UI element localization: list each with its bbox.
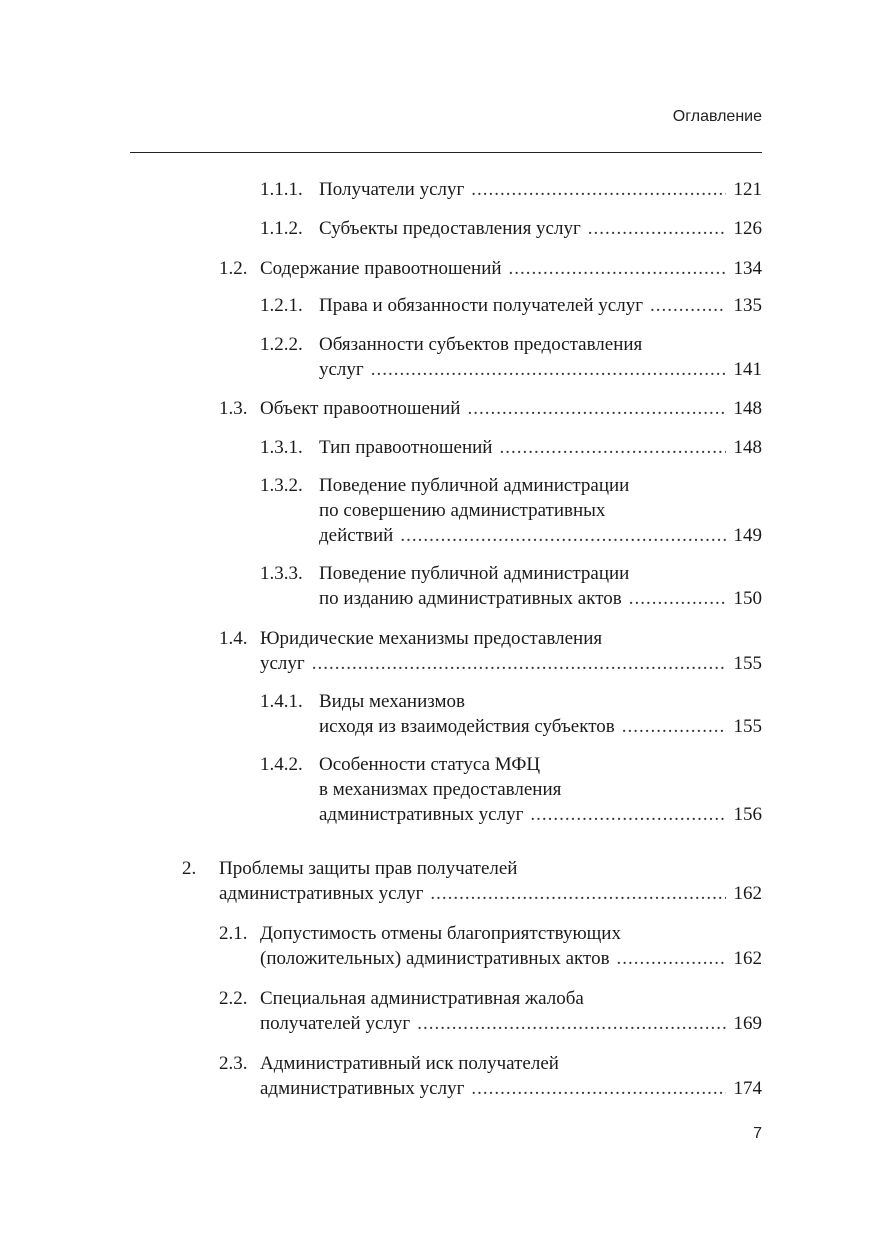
toc-entry-page: 134 — [733, 258, 762, 279]
dot-leader — [312, 651, 726, 676]
toc-entry-title: Специальная административная жалоба — [260, 988, 584, 1009]
toc-entry-title-continued: по изданию административных актов — [319, 588, 622, 609]
toc-entry-page: 169 — [733, 1013, 762, 1034]
toc-entry-title: Допустимость отмены благоприятствующих — [260, 923, 621, 944]
toc-entry-title-continued: исходя из взаимодействия субъектов — [319, 716, 615, 737]
dot-leader — [629, 586, 726, 611]
toc-entry-title: Проблемы защиты прав получателей — [219, 858, 518, 879]
toc-entry-page: 162 — [733, 883, 762, 904]
toc-entry-number: 1.3.3. — [260, 563, 303, 584]
toc-entry-page: 148 — [733, 437, 762, 458]
toc-entry-title-continued: получателей услуг — [260, 1013, 411, 1034]
toc-entry-title-continued: административных услуг — [319, 804, 524, 825]
toc-entry-page: 150 — [733, 588, 762, 609]
toc-entry-page: 174 — [733, 1078, 762, 1099]
dot-leader — [499, 435, 725, 460]
toc-entry-title: Поведение публичной администрации — [319, 563, 630, 584]
toc-entry-number: 1.4.1. — [260, 691, 303, 712]
toc-entry-number: 1.1.1. — [260, 179, 303, 200]
toc-entry-number: 1.4. — [219, 628, 248, 649]
toc-entry-number: 1.3. — [219, 398, 248, 419]
dot-leader — [588, 216, 726, 241]
toc-entry-page: 121 — [733, 179, 762, 200]
toc-entry-title: Объект правоотношений — [260, 398, 461, 419]
toc-entry-number: 1.3.2. — [260, 475, 303, 496]
toc-entry-title-continued: услуг — [319, 359, 364, 380]
toc-entry-page: 155 — [733, 653, 762, 674]
toc-entry-title-continued: административных услуг — [219, 883, 424, 904]
toc-entry-number: 2.3. — [219, 1053, 248, 1074]
toc-entry-title: Юридические механизмы предоставления — [260, 628, 603, 649]
toc-entry-number: 2.2. — [219, 988, 248, 1009]
toc-entry-number: 1.1.2. — [260, 218, 303, 239]
running-head-title: Оглавление — [672, 108, 762, 125]
toc-entry-page: 156 — [733, 804, 762, 825]
toc-entry-page: 155 — [733, 716, 762, 737]
toc-entry-title: Административный иск получателей — [260, 1053, 559, 1074]
toc-entry-title: Субъекты предоставления услуг — [319, 218, 581, 239]
toc-entry-title: Особенности статуса МФЦ — [319, 754, 541, 775]
toc-entry-number: 2.1. — [219, 923, 248, 944]
toc-entry-title: Содержание правоотношений — [260, 258, 502, 279]
dot-leader — [617, 946, 726, 971]
page-number: 7 — [753, 1125, 762, 1142]
toc-entry-title: Поведение публичной администрации — [319, 475, 630, 496]
toc-entry-page: 126 — [733, 218, 762, 239]
toc-entry-number: 1.4.2. — [260, 754, 303, 775]
dot-leader — [650, 293, 726, 318]
toc-entry-title-continued: (положительных) административных актов — [260, 948, 610, 969]
dot-leader — [530, 802, 725, 827]
toc-entry-title-continued: услуг — [260, 653, 305, 674]
toc-entry-title: Обязанности субъектов предоставления — [319, 334, 643, 355]
toc-entry-page: 135 — [733, 295, 762, 316]
toc-entry-title-continued: административных услуг — [260, 1078, 465, 1099]
dot-leader — [471, 1076, 725, 1101]
toc-entry-page: 148 — [733, 398, 762, 419]
toc-entry-page: 162 — [733, 948, 762, 969]
toc-entry-title: Права и обязанности получателей услуг — [319, 295, 643, 316]
toc-entry-number: 2. — [182, 858, 197, 879]
toc-entry-title: Виды механизмов — [319, 691, 465, 712]
dot-leader — [400, 523, 725, 548]
toc-entry-title-continued: по совершению административных — [319, 500, 606, 521]
toc-entry-page: 141 — [733, 359, 762, 380]
toc-entry-number: 1.2. — [219, 258, 248, 279]
dot-leader — [622, 714, 726, 739]
dot-leader — [471, 177, 725, 202]
toc-entry-number: 1.2.2. — [260, 334, 303, 355]
toc-entry-page: 149 — [733, 525, 762, 546]
toc-entry-title: Тип правоотношений — [319, 437, 493, 458]
dot-leader — [371, 357, 726, 382]
dot-leader — [467, 396, 725, 421]
dot-leader — [509, 256, 726, 281]
toc-entry-title-continued: в механизмах предоставления — [319, 779, 562, 800]
toc-entry-number: 1.2.1. — [260, 295, 303, 316]
dot-leader — [417, 1011, 725, 1036]
toc-entry-title: Получатели услуг — [319, 179, 465, 200]
dot-leader — [430, 881, 725, 906]
toc-entry-number: 1.3.1. — [260, 437, 303, 458]
toc-entry-title-continued: действий — [319, 525, 394, 546]
